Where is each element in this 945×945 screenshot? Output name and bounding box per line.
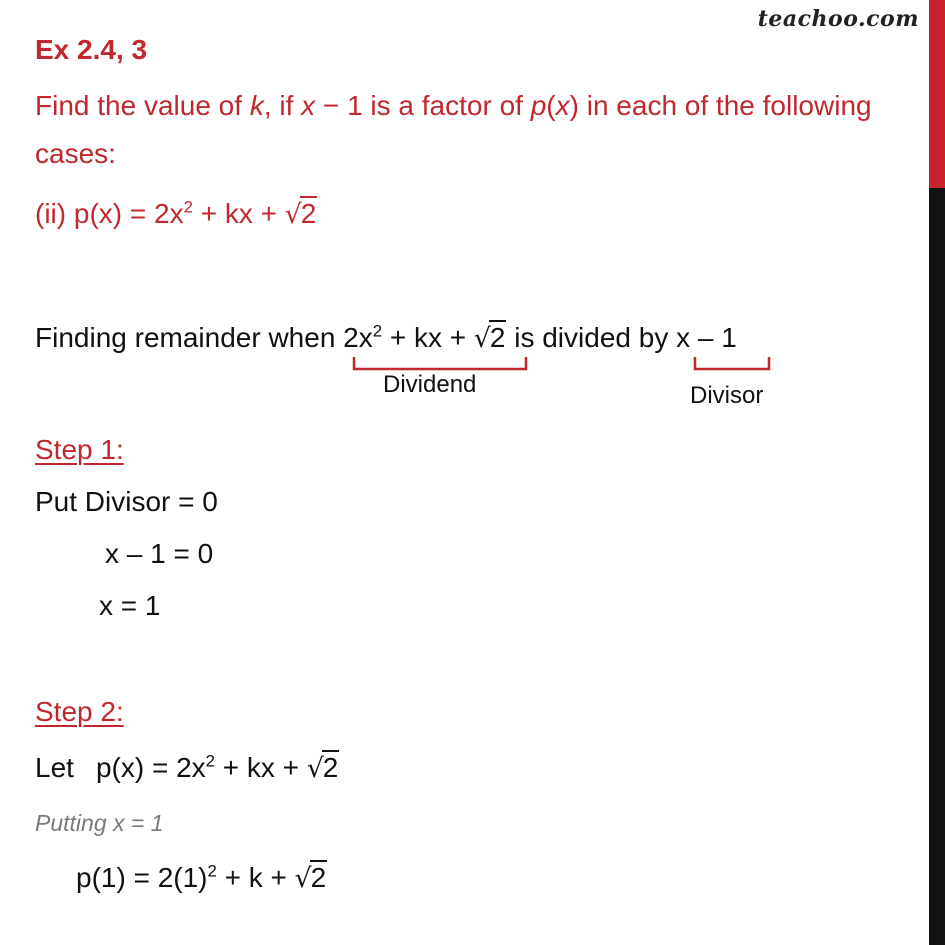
step1-heading: Step 1: [35, 434, 124, 465]
step2-heading: Step 2: [35, 696, 124, 727]
sqrt-symbol: √2 [473, 322, 506, 354]
step1-line2: x – 1 = 0 [105, 538, 214, 569]
teachoo-logo: teachoo.com [757, 6, 919, 32]
step2-let-line: Let $p(x) = 2x^2$ + kx + √2 [35, 751, 339, 784]
question-part-ii: (ii) $p(x) = 2x^2$ + kx + √2 [35, 197, 317, 230]
step1-line3: x = 1 [99, 590, 161, 621]
question-line-2: cases: [35, 138, 116, 169]
step2-note: Putting x = 1 [35, 810, 164, 836]
dividend-label: Dividend [383, 371, 477, 398]
sqrt-symbol: √2 [294, 862, 327, 894]
scrollbar-thumb[interactable] [929, 0, 945, 188]
step2-eval-line: $p(1) = 2(1)^2 + k + √2$ [76, 861, 327, 894]
sqrt-symbol: √2 [306, 752, 339, 784]
question-line-1: Find the value of k, if x − 1 is a factor of p(x) in each of the following [35, 90, 872, 121]
step1-line1: Put Divisor = 0 [35, 486, 218, 517]
exercise-title: Ex 2.4, 3 [35, 34, 148, 65]
divisor-brace [693, 355, 771, 373]
sqrt-symbol: √2 [284, 198, 317, 230]
intro-line: Finding remainder when $2x^2$ + kx + √2 is divided by x – 1 [35, 321, 737, 354]
divisor-label: Divisor [690, 382, 764, 409]
